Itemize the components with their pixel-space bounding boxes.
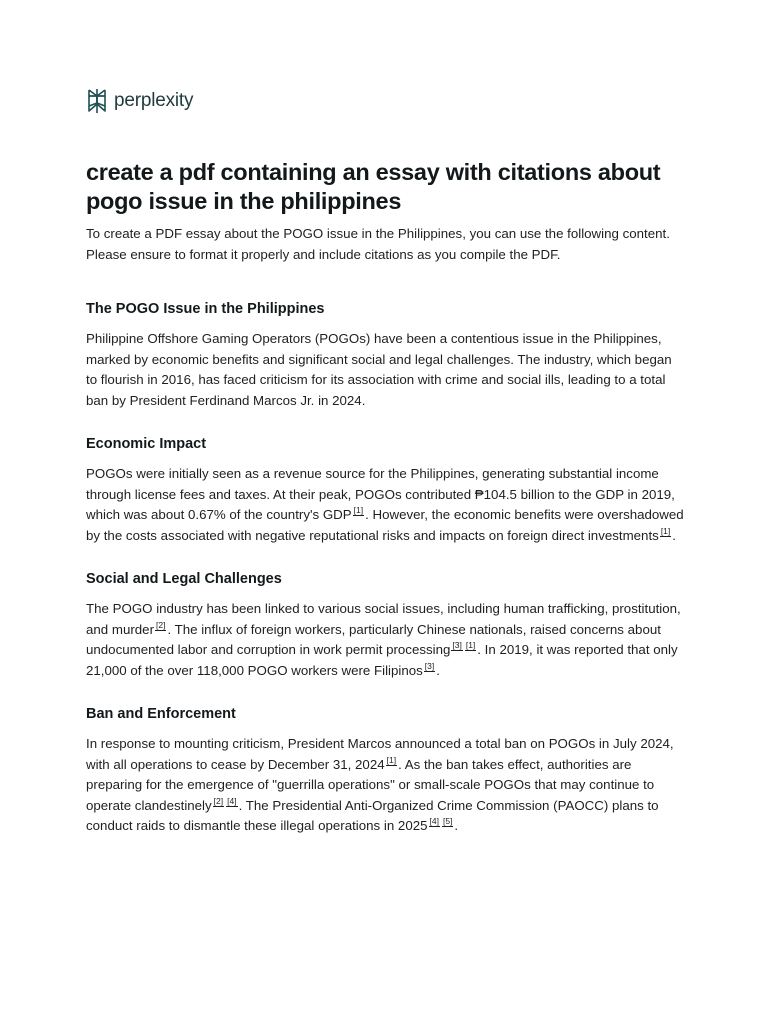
text-run: . The influx of foreign workers, particularly Chinese nationals, raised concerns about undocumented labor and corruption in work permit processing	[86, 621, 661, 657]
citation-link[interactable]: [4]	[429, 816, 439, 826]
text-run: . In 2019, it was reported that only 21,000 of the over 118,000 POGO workers were Filipinos	[86, 642, 678, 678]
citation-link[interactable]: [1]	[353, 505, 364, 515]
citation-link[interactable]: [1]	[660, 525, 671, 536]
citation-link[interactable]: [1]	[386, 754, 397, 765]
citation-link[interactable]: [2]	[213, 795, 224, 806]
text-run: .	[436, 662, 440, 678]
essay-content	[86, 158, 686, 837]
text-run: The POGO industry has been linked to various social issues, including human trafficking, prostitution, and murder	[86, 601, 681, 637]
text-run: . The Presidential Anti-Organized Crime Commission (PAOCC) plans to conduct raids to dismantle these illegal operations in 2025	[86, 797, 659, 833]
section-paragraph-pogo-issue: Philippine Offshore Gaming Operators (POGOs) have been a contentious issue in the Philippines, marked by economic benefits and significant social and legal challenges. The industry, which began to flourish in 2016, has faced criticism for its association with crime and social ills, leading to a total ban by President Ferdinand Marcos Jr. in 2024.	[86, 331, 672, 408]
citation-link[interactable]: [2]	[156, 619, 166, 630]
section-heading-pogo-issue: The POGO Issue in the Philippines	[86, 301, 325, 317]
citation-link[interactable]: [3]	[452, 640, 462, 650]
text-run: . As the ban takes effect, authorities are preparing for the emergence of "guerrilla operations" or small-scale POGOs that may continue to operate clandestinely	[86, 756, 655, 813]
citation-link[interactable]: [4]	[227, 795, 237, 806]
citation-link[interactable]: [3]	[424, 660, 435, 671]
section-heading-ban-enforcement: Ban and Enforcement	[86, 706, 236, 722]
section-paragraph-social-legal	[86, 599, 686, 681]
text-run: . However, the economic benefits were overshadowed by the costs associated with negative reputational risks and impacts on foreign direct investments	[86, 507, 684, 543]
query-title: create a pdf containing an essay with citations about pogo issue in the philippines	[86, 159, 661, 214]
brand-name: perplexity	[114, 90, 194, 111]
text-run: .	[454, 818, 459, 833]
citation-link[interactable]: [1]	[465, 640, 476, 650]
text-run: POGOs were initially seen as a revenue source for the Philippines, generating substantial income through license fees and taxes. At their peak, POGOs contributed ₱104.5 billion to the GDP in 2019, which was about 0.67% of the country's GDP	[86, 466, 675, 522]
text-run: .	[672, 527, 676, 543]
section-heading-economic-impact: Economic Impact	[86, 436, 207, 452]
text-run: In response to mounting criticism, President Marcos announced a total ban on POGOs in July 2024, with all operations to cease by December 31, 2024	[86, 736, 674, 772]
section-paragraph-economic-impact	[86, 464, 686, 546]
perplexity-logo-icon	[86, 88, 108, 114]
intro-paragraph: To create a PDF essay about the POGO issue in the Philippines, you can use the following content. Please ensure to format it properly and include citations as you compile the PDF.	[86, 226, 670, 262]
citation-link[interactable]: [5]	[442, 816, 453, 826]
perplexity-logo[interactable]	[86, 88, 193, 114]
section-heading-social-legal: Social and Legal Challenges	[86, 571, 282, 587]
section-paragraph-ban-enforcement	[86, 734, 686, 837]
